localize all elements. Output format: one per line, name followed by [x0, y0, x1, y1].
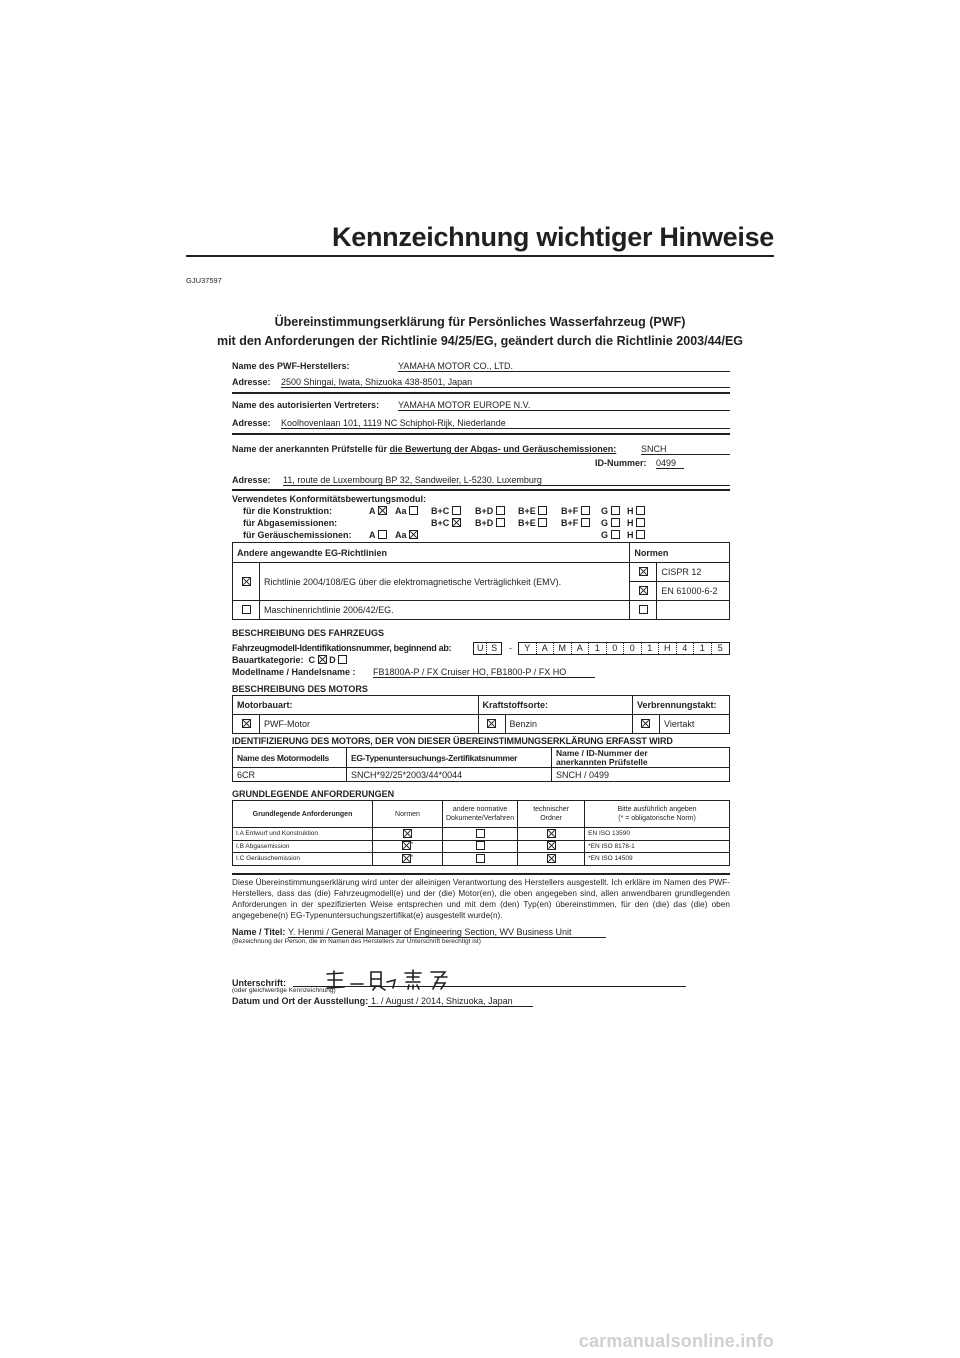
checkbox-empty-icon	[378, 530, 387, 539]
module-bf-label: B+F	[561, 518, 579, 528]
directive-checkbox-cell	[233, 563, 260, 601]
checkbox-empty-icon	[611, 506, 620, 515]
module-bd-label: B+D	[475, 518, 494, 528]
req-name: I.B Abgasemission	[233, 840, 373, 853]
notified-body-underline	[641, 454, 730, 455]
declaration-statement: Diese Übereinstimmungserklärung wird unter der alleinigen Verantwortung des Herstellers ausgestellt. Ich erkläre im Namen des PWF-Herstellers, dass das (die) Fahrzeugmodell(e) und der (die) Motor(en), die oben angegeben sind, allen anwendbaren grundlegenden Anforderungen in der spezifizierten Weise entsprechen und mit dem (den) Typ(en) übereinstimmen, für den (die) das (die) oben angegebene(n) EG-Typenuntersuchungszertifikat(e) ausgestellt wurde(n).	[232, 878, 730, 920]
issue-date-underline	[368, 1006, 533, 1007]
signature-note: (oder gleichwertige Kennzeichnung)	[232, 987, 336, 994]
manufacturer-label: Name des PWF-Herstellers:	[232, 361, 350, 371]
checkbox-empty-icon	[496, 518, 505, 527]
vin-main-box	[518, 642, 730, 655]
module-h-label: H	[627, 518, 634, 528]
module-row-label: für die Konstruktion:	[243, 506, 332, 516]
watermark: carmanualsonline.info	[578, 1331, 774, 1351]
req-header-tech-file-line2: Ordner	[540, 815, 562, 822]
vin-char: A	[537, 643, 555, 654]
mandatory-star: *	[410, 842, 414, 849]
category-c-label: C	[308, 655, 316, 665]
module-bf-label: B+F	[561, 506, 579, 516]
category-row	[232, 655, 347, 665]
checkbox-empty-icon	[611, 530, 620, 539]
req-header-norms: Normen	[373, 801, 443, 828]
req-header-tech-file	[518, 801, 585, 828]
engine-model-header: Name des Motormodells	[233, 748, 347, 768]
mandatory-star: *	[410, 854, 414, 861]
norm-checkbox-cell	[630, 582, 657, 601]
checkbox-empty-icon	[636, 530, 645, 539]
vin-char: 1	[694, 643, 712, 654]
manufacturer-value: YAMAHA MOTOR CO., LTD.	[398, 361, 514, 371]
representative-address-underline	[281, 428, 730, 429]
manufacturer-address-label: Adresse:	[232, 377, 271, 387]
representative-label: Name des autorisierten Vertreters:	[232, 400, 380, 410]
module-h-label: H	[627, 530, 634, 540]
signature-line	[293, 986, 686, 987]
req-header-details-line1: Bitte ausführlich angeben	[617, 806, 697, 813]
engine-table	[232, 695, 730, 734]
signatory-name-note: (Bezeichnung der Person, die im Namen des Herstellers zur Unterschrift berechtigt ist)	[232, 938, 481, 945]
category-label: Bauartkategorie:	[232, 655, 304, 665]
vin-char: A	[572, 643, 590, 654]
req-name: I.A Entwurf und Konstruktion	[233, 828, 373, 841]
notified-body-id-value: SNCH / 0499	[552, 768, 730, 782]
id-number-value: 0499	[656, 458, 677, 468]
req-header-details-line2: (* = obligatorische Norm)	[618, 815, 696, 822]
stroke-value: Viertakt	[659, 715, 729, 734]
module-g-label: G	[601, 506, 609, 516]
engine-id-heading: IDENTIFIZIERUNG DES MOTORS, DER VON DIESER ÜBEREINSTIMMUNGSERKLÄRUNG ERFASST WIRD	[232, 736, 673, 746]
vin-char: U	[474, 643, 487, 654]
module-row-label: für Abgasemissionen:	[243, 518, 338, 528]
checkbox-checked-icon	[641, 719, 650, 728]
model-label: Modellname / Handelsname :	[232, 667, 356, 677]
modules-heading: Verwendetes Konformitätsbewertungsmodul:	[232, 494, 427, 504]
table-row	[233, 853, 730, 866]
notified-body-label	[232, 444, 616, 454]
req-spec: *EN ISO 8178-1	[585, 840, 730, 853]
checkbox-checked-icon	[242, 577, 251, 586]
checkbox-empty-icon	[242, 605, 251, 614]
checkbox-empty-icon	[636, 518, 645, 527]
norms-header: Normen	[630, 543, 730, 563]
module-row-label: für Geräuschemissionen:	[243, 530, 352, 540]
id-number-label: ID-Nummer:	[595, 458, 647, 468]
req-header-other-docs-line1: andere normative	[452, 806, 508, 813]
module-row-exhaust	[0, 518, 960, 530]
vin-char: 1	[642, 643, 660, 654]
representative-address-label: Adresse:	[232, 418, 271, 428]
checkbox-checked-icon	[409, 530, 418, 539]
cert-number-value: SNCH*92/25*2003/44*0044	[347, 768, 552, 782]
checkbox-checked-icon	[402, 854, 414, 863]
engine-type-value: PWF-Motor	[260, 715, 479, 734]
req-header-details	[585, 801, 730, 828]
norm-checkbox-cell	[630, 601, 657, 620]
reference-code: GJU37597	[186, 276, 222, 285]
notified-body-address-underline	[283, 485, 730, 486]
checkbox-empty-icon	[611, 518, 620, 527]
requirements-table	[232, 800, 730, 866]
section-divider	[232, 433, 730, 435]
title-rule	[186, 255, 774, 257]
vin-char: 0	[607, 643, 625, 654]
category-d-label: D	[329, 655, 336, 665]
engine-heading: BESCHREIBUNG DES MOTORS	[232, 684, 368, 694]
notified-body-address-label: Adresse:	[232, 475, 271, 485]
checkbox-empty-icon	[639, 605, 648, 614]
checkbox-checked-icon	[403, 829, 412, 838]
manufacturer-address-underline	[281, 387, 730, 388]
module-row-noise	[0, 530, 960, 542]
vin-char: 0	[624, 643, 642, 654]
checkbox-checked-icon	[487, 719, 496, 728]
checkbox-empty-icon	[476, 841, 485, 850]
checkbox-checked-icon	[452, 518, 461, 527]
notified-body-value: SNCH	[641, 444, 667, 454]
directive-checkbox-cell	[233, 601, 260, 620]
table-row	[233, 828, 730, 841]
vin-char: 5	[717, 643, 723, 653]
vin-char: S	[491, 643, 498, 653]
table-row	[233, 840, 730, 853]
notified-body-label-underlined: die Bewertung der Abgas- und Geräuschemissionen:	[389, 444, 617, 454]
notified-body-header-line2: anerkannten Prüfstelle	[556, 756, 648, 767]
checkbox-empty-icon	[409, 506, 418, 515]
norm-en61000: EN 61000-6-2	[657, 582, 730, 601]
req-header-requirements: Grundlegende Anforderungen	[233, 801, 373, 828]
vin-char: Y	[519, 643, 537, 654]
issue-date-label: Datum und Ort der Ausstellung:	[232, 996, 369, 1006]
engine-model-value: 6CR	[233, 768, 347, 782]
vehicle-heading: BESCHREIBUNG DES FAHRZEUGS	[232, 628, 385, 638]
req-spec: EN ISO 13590	[585, 828, 730, 841]
checkbox-empty-icon	[496, 506, 505, 515]
module-a-label: A	[369, 506, 376, 516]
page-title: Kennzeichnung wichtiger Hinweise	[332, 222, 774, 252]
signatory-name-label: Name / Titel:	[232, 927, 286, 937]
checkbox-empty-icon	[538, 506, 547, 515]
checkbox-checked-icon	[639, 567, 648, 576]
checkbox-empty-icon	[476, 854, 485, 863]
notified-body-label-prefix: Name der anerkannten Prüfstelle für	[232, 444, 388, 454]
engine-type-header: Motorbauart:	[233, 696, 479, 715]
req-header-tech-file-line1: technischer	[533, 806, 569, 813]
req-name: I.C Geräuschemission	[233, 853, 373, 866]
representative-address: Koolhovenlaan 101, 1119 NC Schiphol-Rijk, Niederlande	[281, 418, 506, 428]
stroke-header: Verbrennungstakt:	[632, 696, 729, 715]
directive-machinery: Maschinenrichtlinie 2006/42/EG.	[260, 601, 630, 620]
other-directives-table	[232, 542, 730, 620]
declaration-title-line2: mit den Anforderungen der Richtlinie 94/25/EG, geändert durch die Richtlinie 2003/44/EG	[216, 334, 744, 348]
checkbox-checked-icon	[402, 841, 414, 850]
norm-cispr: CISPR 12	[657, 563, 730, 582]
module-g-label: G	[601, 530, 609, 540]
checkbox-empty-icon	[476, 829, 485, 838]
checkbox-empty-icon	[452, 506, 461, 515]
notified-body-header	[552, 748, 730, 768]
manufacturer-underline	[398, 371, 730, 372]
section-divider	[232, 392, 730, 394]
checkbox-checked-icon	[547, 829, 556, 838]
vin-prefix-box	[473, 642, 502, 655]
checkbox-checked-icon	[547, 854, 556, 863]
module-bc-label: B+C	[431, 518, 450, 528]
checkbox-empty-icon	[538, 518, 547, 527]
module-be-label: B+E	[518, 518, 536, 528]
model-value: FB1800A-P / FX Cruiser HO, FB1800-P / FX HO	[373, 667, 567, 677]
req-header-other-docs-line2: Dokumente/Verfahren	[446, 815, 515, 822]
checkbox-checked-icon	[378, 506, 387, 515]
module-row-construction	[0, 506, 960, 518]
norm-checkbox-cell	[630, 563, 657, 582]
norm-empty	[657, 601, 730, 620]
requirements-heading: GRUNDLEGENDE ANFORDERUNGEN	[232, 789, 395, 799]
signature-label: Unterschrift:	[232, 978, 287, 988]
declaration-title-line1: Übereinstimmungserklärung für Persönliches Wasserfahrzeug (PWF)	[274, 315, 686, 329]
checkbox-empty-icon	[581, 506, 590, 515]
signatory-name-value: Y. Henmi / General Manager of Engineering Section, WV Business Unit	[288, 927, 572, 937]
section-divider	[232, 873, 730, 875]
checkbox-checked-icon	[242, 719, 251, 728]
representative-value: YAMAHA MOTOR EUROPE N.V.	[398, 400, 531, 410]
vin-char: 4	[677, 643, 695, 654]
manufacturer-address: 2500 Shingai, Iwata, Shizuoka 438-8501, Japan	[281, 377, 473, 387]
vin-dash: -	[509, 643, 512, 653]
checkbox-checked-icon	[318, 655, 327, 664]
signature-icon	[323, 968, 463, 992]
module-a-label: A	[369, 530, 376, 540]
vin-label: Fahrzeugmodell-Identifikationsnummer, beginnend ab:	[232, 643, 452, 653]
fuel-type-value: Benzin	[505, 715, 632, 734]
notified-body-address: 11, route de Luxembourg BP 32, Sandweiler, L-5230. Luxemburg	[283, 475, 542, 485]
req-header-other-docs	[443, 801, 518, 828]
module-be-label: B+E	[518, 506, 536, 516]
checkbox-empty-icon	[581, 518, 590, 527]
checkbox-empty-icon	[338, 655, 347, 664]
checkbox-checked-icon	[639, 586, 648, 595]
req-spec: *EN ISO 14509	[585, 853, 730, 866]
fuel-type-header: Kraftstoffsorte:	[478, 696, 632, 715]
notified-body-header-line1: Name / ID-Nummer der	[556, 747, 648, 758]
module-aa-label: Aa	[395, 506, 407, 516]
checkbox-empty-icon	[636, 506, 645, 515]
module-h-label: H	[627, 506, 634, 516]
checkbox-checked-icon	[547, 841, 556, 850]
module-aa-label: Aa	[395, 530, 407, 540]
id-number-underline	[656, 468, 684, 469]
directive-emc: Richtlinie 2004/108/EG über die elektromagnetische Verträglichkeit (EMV).	[260, 563, 630, 601]
cert-number-header: EG-Typenuntersuchungs-Zertifikatsnummer	[347, 748, 552, 768]
module-g-label: G	[601, 518, 609, 528]
module-bd-label: B+D	[475, 506, 494, 516]
issue-date-value: 1. / August / 2014, Shizuoka, Japan	[371, 996, 513, 1006]
engine-id-table	[232, 747, 730, 782]
vin-char: M	[554, 643, 572, 654]
representative-underline	[398, 410, 730, 411]
section-divider	[232, 489, 730, 491]
module-bc-label: B+C	[431, 506, 450, 516]
vin-char: H	[659, 643, 677, 654]
other-directives-header: Andere angewandte EG-Richtlinien	[233, 543, 630, 563]
vin-char: 1	[589, 643, 607, 654]
model-underline	[373, 677, 595, 678]
